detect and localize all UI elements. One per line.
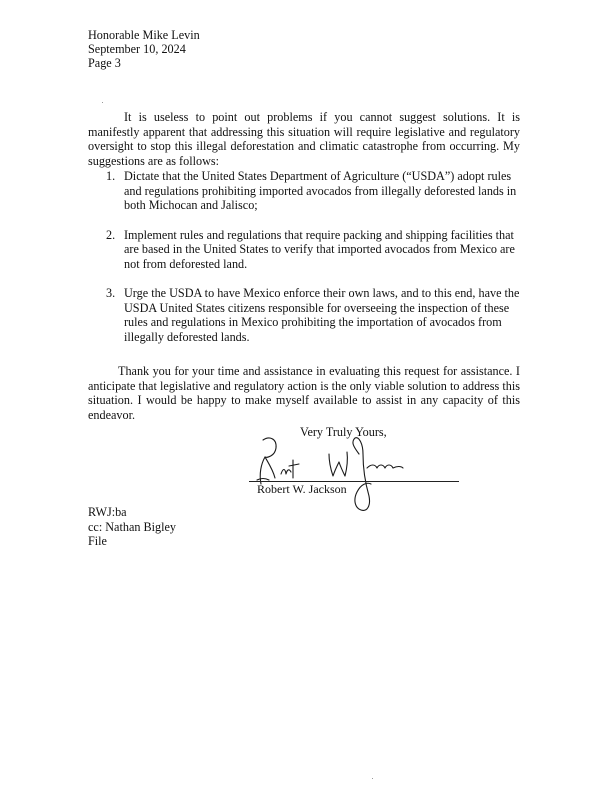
closing-paragraph: Thank you for your time and assistance in evaluating this request for assistance. I anticipate that legislative and regulatory action is the only viable solution to address this situation. I would be happy to make myself available to assist in any capacity of this endeavor. <box>88 364 520 422</box>
handwritten-signature <box>255 434 415 514</box>
typist-initials: RWJ:ba <box>88 505 127 519</box>
scan-speck <box>372 778 373 779</box>
suggestion-number: 3. <box>106 286 116 301</box>
suggestion-item <box>88 169 520 213</box>
closing-paragraph-block <box>88 364 520 422</box>
salutation: Very Truly Yours, <box>300 425 387 439</box>
recipient-name: Honorable Mike Levin <box>88 28 200 42</box>
suggestion-text: Dictate that the United States Department of Agriculture (“USDA”) adopt rules and regulations prohibiting imported avocados from illegally deforested lands in both Michocan and Jalisco; <box>124 169 517 213</box>
intro-paragraph: It is useless to point out problems if you cannot suggest solutions. It is manifestly apparent that addressing this situation will require legislative and regulatory oversight to stop this illegal deforestation and climatic catastrophe from occurring. My suggestions are as follows: <box>88 110 520 168</box>
suggestion-item <box>88 286 520 344</box>
suggestion-text: Implement rules and regulations that require packing and shipping facilities that are based in the United States to verify that imported avocados from Mexico are not from deforested land. <box>124 227 515 271</box>
suggestion-number: 2. <box>106 227 116 242</box>
intro-paragraph-block <box>88 110 520 168</box>
page-number: Page 3 <box>88 56 121 71</box>
signer-name: Robert W. Jackson <box>257 482 347 496</box>
letter-footer <box>88 505 176 549</box>
scan-speck <box>102 102 103 103</box>
suggestion-item <box>88 228 520 272</box>
cc-line: cc: Nathan Bigley <box>88 519 176 534</box>
suggestion-number: 1. <box>106 169 116 183</box>
letter-date: September 10, 2024 <box>88 42 186 57</box>
suggestions-list <box>88 169 520 359</box>
letter-header <box>88 28 200 71</box>
file-line: File <box>88 534 107 549</box>
suggestion-text: Urge the USDA to have Mexico enforce their own laws, and to this end, have the USDA United States citizens responsible for overseeing the inspection of these rules and regulations in Mexico prohibiting the importation of avocados from illegally deforested lands. <box>124 286 520 344</box>
